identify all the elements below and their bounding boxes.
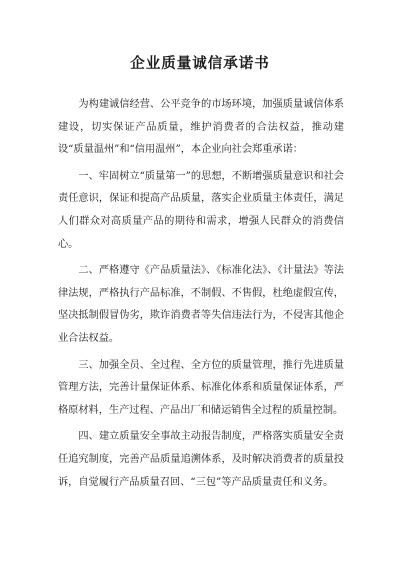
paragraph-commitment-4: 四、建立质量安全事故主动报告制度，严格落实质量安全责任追究制度，完善产品质量追溯体系，及时解决消费者的质量投诉，自觉履行产品质量召回、“三包”等产品质量责任和义务。 [58,431,344,488]
paragraph-commitment-3: 三、加强全员、全过程、全方位的质量管理，推行先进质量管理方法，完善计量保证体系、标准化体系和质量保证体系，严格原材料，生产过程、产品出厂和储运销售全过程的质量控制。 [58,359,344,416]
paragraph-intro: 为构建诚信经营、公平竞争的市场环境，加强质量诚信体系建设，切实保证产品质量，维护消费者的合法权益，推动建设“质量温州”和“信用温州”，本企业向社会郑重承诺： [58,99,344,156]
document-title: 企业质量诚信承诺书 [130,56,270,72]
document-body [58,94,344,498]
paragraph-commitment-2: 二、严格遵守《产品质量法》、《标准化法》、《计量法》等法律法规，严格执行产品标准，不制假、不售假，杜绝虚假宣传，坚决抵制假冒伪劣，欺诈消费者等失信违法行为，不侵害其他企业合法权益。 [58,265,344,344]
paragraph-commitment-1: 一、牢固树立“质量第一”的思想，不断增强质量意识和社会责任意识，保证和提高产品质量，落实企业质量主体责任，满足人们群众对高质量产品的期待和需求，增强人民群众的消费信心。 [58,170,344,250]
